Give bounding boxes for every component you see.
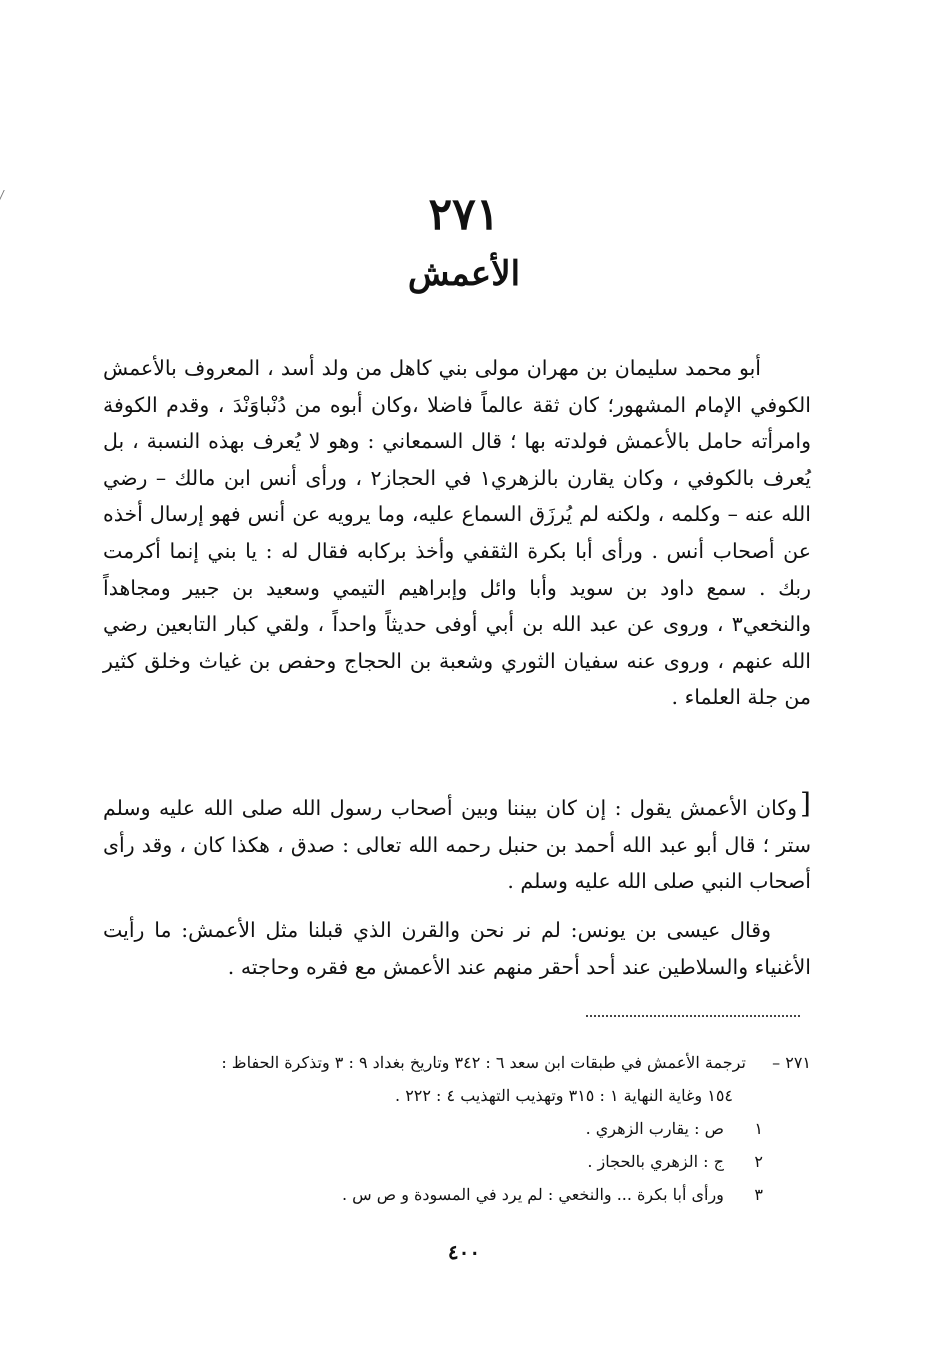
footnote-1-number: ١ [754, 1119, 763, 1138]
footnote-2 [103, 1145, 811, 1178]
biography-paragraph-2: وكان الأعمش يقول : إن كان بيننا وبين أصحاب رسول الله صلى الله عليه وسلم ستر ؛ قال أبو عبد الله أحمد بن حنبل رحمه الله تعالى : صدق ، هكذا كان ، وقد رأى أصحاب النبي صلى الله عليه وسلم . [103, 796, 811, 894]
footnote-main [103, 1046, 811, 1079]
biography-paragraph-1: أبو محمد سليمان بن مهران مولى بني كاهل من ولد أسد ، المعروف بالأعمش الكوفي الإمام المشهور؛ كان ثقة عالماً فاضلا ،وكان أبوه من دُنْباوَنْدَ ، وقدم الكوفة وامرأته حامل بالأعمش فولدته بها ؛ قال السمعاني : وهو لا يُعرف بهذه النسبة ، بل يُعرف بالكوفي ، وكان يقارن بالزهري١ في الحجاز٢ ، ورأى أنس ابن مالك – رضي الله عنه – وكلمه ، ولكنه لم يُرزَق السماع عليه، وما يرويه عن أنس فهو إرسال أخذه عن أصحاب أنس . ورأى أبا بكرة الثقفي وأخذ بركابه فقال له : يا بني إنما أكرمت ربك . سمع داود بن سويد وأبا وائل وإبراهيم التيمي وسعيد بن جبير ومجاهداً والنخعي٣ ، وروى عن عبد الله بن أبي أوفى حديثاً واحداً ، ولقي كبار التابعين رضي الله عنهم ، وروى عنه سفيان الثوري وشعبة بن الحجاج وحفص بن غياث وخلق كثير من جلة العلماء . [103, 356, 811, 710]
footnote-3 [103, 1178, 811, 1211]
footnote-separator [586, 1015, 800, 1017]
footnote-main-continuation [103, 1079, 811, 1112]
footnote-3-text: ورأى أبا بكرة ... والنخعي : لم يرد في المسودة و ص س . [341, 1185, 724, 1204]
footnote-1-text: ص : يقارب الزهري . [585, 1119, 724, 1138]
page-number: ٤٠٠ [447, 1240, 481, 1264]
biography-paragraph-3: وقال عيسى بن يونس: لم نر نحن والقرن الذي قبلنا مثل الأعمش: ما رأيت الأغنياء والسلاطين عند أحد أحقر منهم عند الأعمش مع فقره وحاجته . [103, 918, 811, 979]
footnote-main-line2: ١٥٤ وغاية النهاية ١ : ٣١٥ وتهذيب التهذيب ٤ : ٢٢٢ . [395, 1086, 733, 1105]
footnote-3-number: ٣ [754, 1185, 763, 1204]
footnotes [103, 1046, 811, 1211]
opening-bracket: [ [800, 787, 811, 820]
footnote-main-line1: ترجمة الأعمش في طبقات ابن سعد ٦ : ٣٤٢ وتاريخ بغداد ٩ : ٣ وتذكرة الحفاظ : [221, 1053, 746, 1072]
footnote-2-number: ٢ [754, 1152, 763, 1171]
footnote-2-text: ج : الزهري بالحجاز . [587, 1152, 724, 1171]
entry-title: الأعمش [407, 254, 521, 294]
footnote-main-number: ٢٧١ – [772, 1053, 811, 1072]
footnote-1 [103, 1112, 811, 1145]
entry-number: ٢٧١ [428, 189, 500, 240]
